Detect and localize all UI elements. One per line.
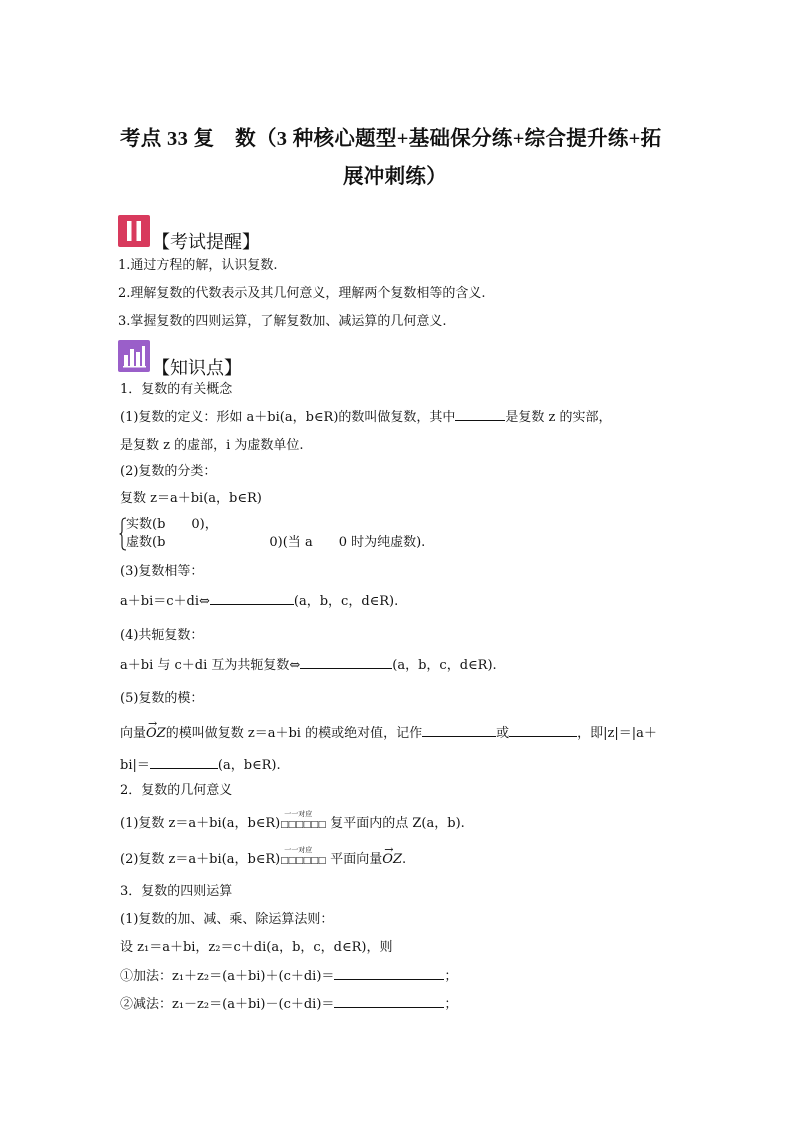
mod-text-e: bi|＝ bbox=[120, 758, 150, 773]
equal-title: (3)复数相等： bbox=[120, 564, 204, 579]
one-to-one-arrow-2 bbox=[280, 846, 330, 870]
class-real: 实数(b 0)， bbox=[126, 517, 218, 532]
ops-set: 设 z₁＝a＋bi，z₂＝c＋di(a，b，c，d∈R)，则 bbox=[120, 940, 393, 955]
geo-line-1 bbox=[120, 810, 465, 834]
blank-real-part[interactable] bbox=[455, 408, 505, 421]
blank-mod-3[interactable] bbox=[150, 756, 218, 769]
blank-conj-cond[interactable] bbox=[300, 656, 392, 669]
knowledge-header: 【知识点】 bbox=[152, 358, 242, 379]
page-title-line1: 考点 33 复 数（3 种核心题型+基础保分练+综合提升练+拓 bbox=[120, 128, 662, 150]
add-text-a: ①加法：z₁＋z₂＝(a＋bi)＋(c＋di)＝ bbox=[120, 969, 335, 984]
reminder-item-2: 2.理解复数的代数表示及其几何意义，理解两个复数相等的含义. bbox=[118, 286, 486, 301]
arrow-label: 一一对应 bbox=[284, 810, 313, 818]
conj-title: (4)共轭复数： bbox=[120, 628, 204, 643]
equal-line bbox=[120, 592, 398, 610]
ops-title: (1)复数的加、减、乘、除运算法则： bbox=[120, 912, 334, 927]
mod-text-b: 的模叫做复数 z＝a＋bi 的模或绝对值，记作 bbox=[165, 726, 423, 741]
arrow-label-2: 一一对应 bbox=[284, 846, 313, 854]
one-to-one-arrow bbox=[280, 810, 330, 834]
exam-reminder-header: 【考试提醒】 bbox=[152, 232, 260, 253]
s1-title: 1．复数的有关概念 bbox=[120, 382, 233, 397]
mod-text-d: ，即|z|＝|a＋ bbox=[577, 726, 657, 741]
blank-add-result[interactable] bbox=[334, 967, 444, 980]
mod-text-c: 或 bbox=[496, 726, 510, 741]
blank-sub-result[interactable] bbox=[334, 995, 444, 1008]
reminder-item-3: 3.掌握复数的四则运算，了解复数加、减运算的几何意义. bbox=[118, 314, 447, 329]
geo-line-2 bbox=[120, 846, 407, 870]
vector-oz-2: → OZ bbox=[382, 851, 402, 868]
mod-text-f: (a，b∈R). bbox=[217, 758, 281, 773]
def-text-b: 是复数 z 的实部， bbox=[505, 410, 612, 425]
add-end: ； bbox=[444, 969, 458, 984]
vector-oz: → OZ bbox=[146, 725, 166, 742]
sub-end: ； bbox=[444, 997, 458, 1012]
conj-text-b: (a，b，c，d∈R). bbox=[392, 658, 497, 673]
arrow-boxes: □□□□□□ bbox=[280, 820, 326, 830]
blank-equal-cond[interactable] bbox=[210, 592, 294, 605]
def-line-2 bbox=[120, 436, 304, 454]
blank-mod-1[interactable] bbox=[422, 724, 496, 737]
equal-text-b: (a，b，c，d∈R). bbox=[293, 594, 399, 609]
conj-text-a: a＋bi 与 c＋di 互为共轭复数⇔ bbox=[120, 658, 301, 673]
page-title-line2: 展冲刺练） bbox=[343, 166, 447, 188]
class-imag: 虚数(b 0)(当 a 0 时为纯虚数). bbox=[126, 535, 426, 550]
class-eq: 复数 z＝a＋bi(a，b∈R) bbox=[120, 491, 262, 506]
conj-line bbox=[120, 656, 497, 674]
class-title: (2)复数的分类： bbox=[120, 464, 217, 479]
mod-title: (5)复数的模： bbox=[120, 691, 204, 706]
equal-text-a: a＋bi＝c＋di⇔ bbox=[120, 594, 210, 609]
blank-mod-2[interactable] bbox=[509, 724, 577, 737]
s3-title: 3．复数的四则运算 bbox=[120, 884, 233, 899]
def-text-c: 是复数 z 的虚部，i 为虚数单位. bbox=[120, 438, 304, 453]
geo2-text-a: (2)复数 z＝a＋bi(a，b∈R) bbox=[120, 852, 281, 867]
pause-bars-icon bbox=[118, 215, 150, 247]
def-line bbox=[120, 408, 612, 426]
sub-line bbox=[120, 995, 457, 1013]
geo2-text-b: 平面向量 bbox=[330, 852, 383, 867]
add-line bbox=[120, 967, 457, 985]
mod-line bbox=[120, 724, 657, 742]
geo2-end: . bbox=[401, 852, 407, 867]
geo1-text-a: (1)复数 z＝a＋bi(a，b∈R) bbox=[120, 816, 281, 831]
bar-chart-icon bbox=[118, 340, 150, 372]
geo1-text-b: 复平面内的点 Z(a，b). bbox=[330, 816, 465, 831]
mod-text-a: 向量 bbox=[120, 726, 147, 741]
def-text-a: (1)复数的定义：形如 a＋bi(a，b∈R)的数叫做复数，其中 bbox=[120, 410, 456, 425]
arrow-boxes-2: □□□□□□ bbox=[280, 856, 326, 866]
mod-line-2 bbox=[120, 756, 281, 774]
sub-text-a: ②减法：z₁－z₂＝(a＋bi)－(c＋di)＝ bbox=[120, 997, 335, 1012]
reminder-item-1: 1.通过方程的解，认识复数. bbox=[118, 258, 278, 273]
s2-title: 2．复数的几何意义 bbox=[120, 783, 233, 798]
